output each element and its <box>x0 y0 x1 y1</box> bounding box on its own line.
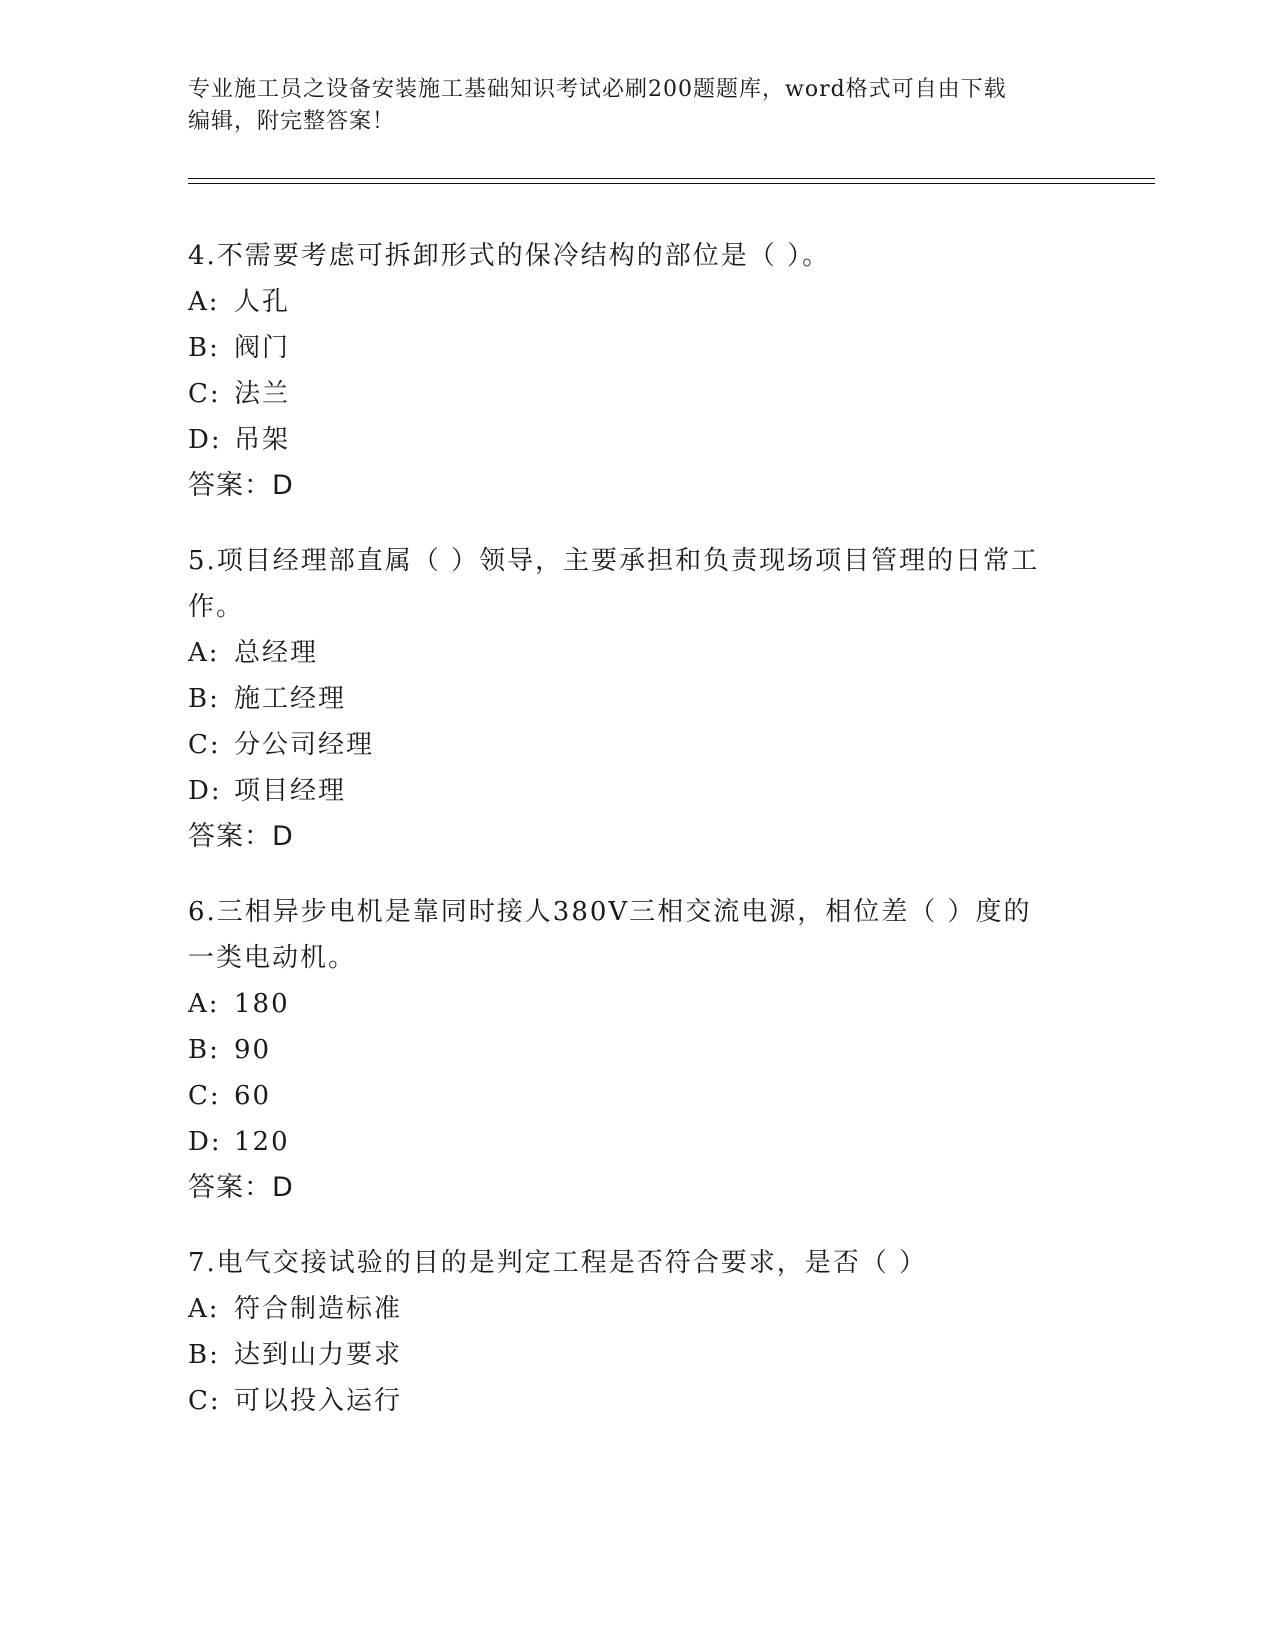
option-text: 施工经理 <box>234 684 347 714</box>
question-text: 4.不需要考虑可拆卸形式的保冷结构的部位是（ ）。 <box>188 241 831 271</box>
answer: 答案：D <box>188 1172 294 1203</box>
option-b <box>188 325 1088 371</box>
option-key: B: <box>188 333 220 363</box>
option-c <box>188 722 1088 768</box>
option-text: 人孔 <box>234 287 291 317</box>
header-divider-bottom <box>188 183 1155 184</box>
document-header <box>188 74 1088 138</box>
option-text: 达到山力要求 <box>234 1340 403 1370</box>
option-a <box>188 630 1088 676</box>
question-6 <box>188 889 1088 1211</box>
option-key: A: <box>188 287 220 317</box>
question-text-line-2: 作。 <box>188 592 245 622</box>
option-key: A: <box>188 989 220 1019</box>
header-divider-top <box>188 178 1155 179</box>
header-line-1: 专业施工员之设备安装施工基础知识考试必刷200题题库，word格式可自由下载 <box>188 77 1007 102</box>
option-key: A: <box>188 638 220 668</box>
question-7 <box>188 1240 1088 1424</box>
option-key: B: <box>188 1340 220 1370</box>
option-text: 90 <box>234 1035 272 1065</box>
question-text-line-1: 5.项目经理部直属（ ）领导，主要承担和负责现场项目管理的日常工 <box>188 546 1040 576</box>
option-c <box>188 371 1088 417</box>
question-5 <box>188 538 1088 860</box>
option-a <box>188 1286 1088 1332</box>
option-key: B: <box>188 684 220 714</box>
option-key: D: <box>188 1127 222 1157</box>
answer: 答案：D <box>188 470 294 501</box>
option-text: 180 <box>234 989 290 1019</box>
option-b <box>188 1332 1088 1378</box>
question-list <box>188 233 1088 1453</box>
option-d <box>188 417 1088 463</box>
option-c <box>188 1073 1088 1119</box>
option-d <box>188 1119 1088 1165</box>
option-d <box>188 768 1088 814</box>
option-text: 120 <box>234 1127 290 1157</box>
option-key: C: <box>188 379 221 409</box>
option-key: C: <box>188 730 221 760</box>
option-key: C: <box>188 1386 221 1416</box>
answer: 答案：D <box>188 821 294 852</box>
option-key: C: <box>188 1081 221 1111</box>
option-text: 阀门 <box>234 333 291 363</box>
option-b <box>188 676 1088 722</box>
option-text: 法兰 <box>234 379 291 409</box>
header-line-2: 编辑，附完整答案！ <box>188 109 396 134</box>
option-key: A: <box>188 1294 220 1324</box>
option-text: 吊架 <box>234 425 291 455</box>
question-text-line-1: 6.三相异步电机是靠同时接人380V三相交流电源，相位差（ ）度的 <box>188 897 1032 927</box>
option-text: 可以投入运行 <box>234 1386 403 1416</box>
question-text-line-2: 一类电动机。 <box>188 943 357 973</box>
question-text: 7.电气交接试验的目的是判定工程是否符合要求，是否（ ） <box>188 1248 928 1278</box>
option-c <box>188 1378 1088 1424</box>
option-a <box>188 981 1088 1027</box>
option-text: 项目经理 <box>234 776 347 806</box>
option-text: 60 <box>234 1081 272 1111</box>
option-text: 总经理 <box>234 638 319 668</box>
option-a <box>188 279 1088 325</box>
option-key: D: <box>188 776 222 806</box>
question-4 <box>188 233 1088 509</box>
option-key: D: <box>188 425 222 455</box>
option-b <box>188 1027 1088 1073</box>
option-text: 符合制造标准 <box>234 1294 403 1324</box>
option-key: B: <box>188 1035 220 1065</box>
option-text: 分公司经理 <box>234 730 375 760</box>
